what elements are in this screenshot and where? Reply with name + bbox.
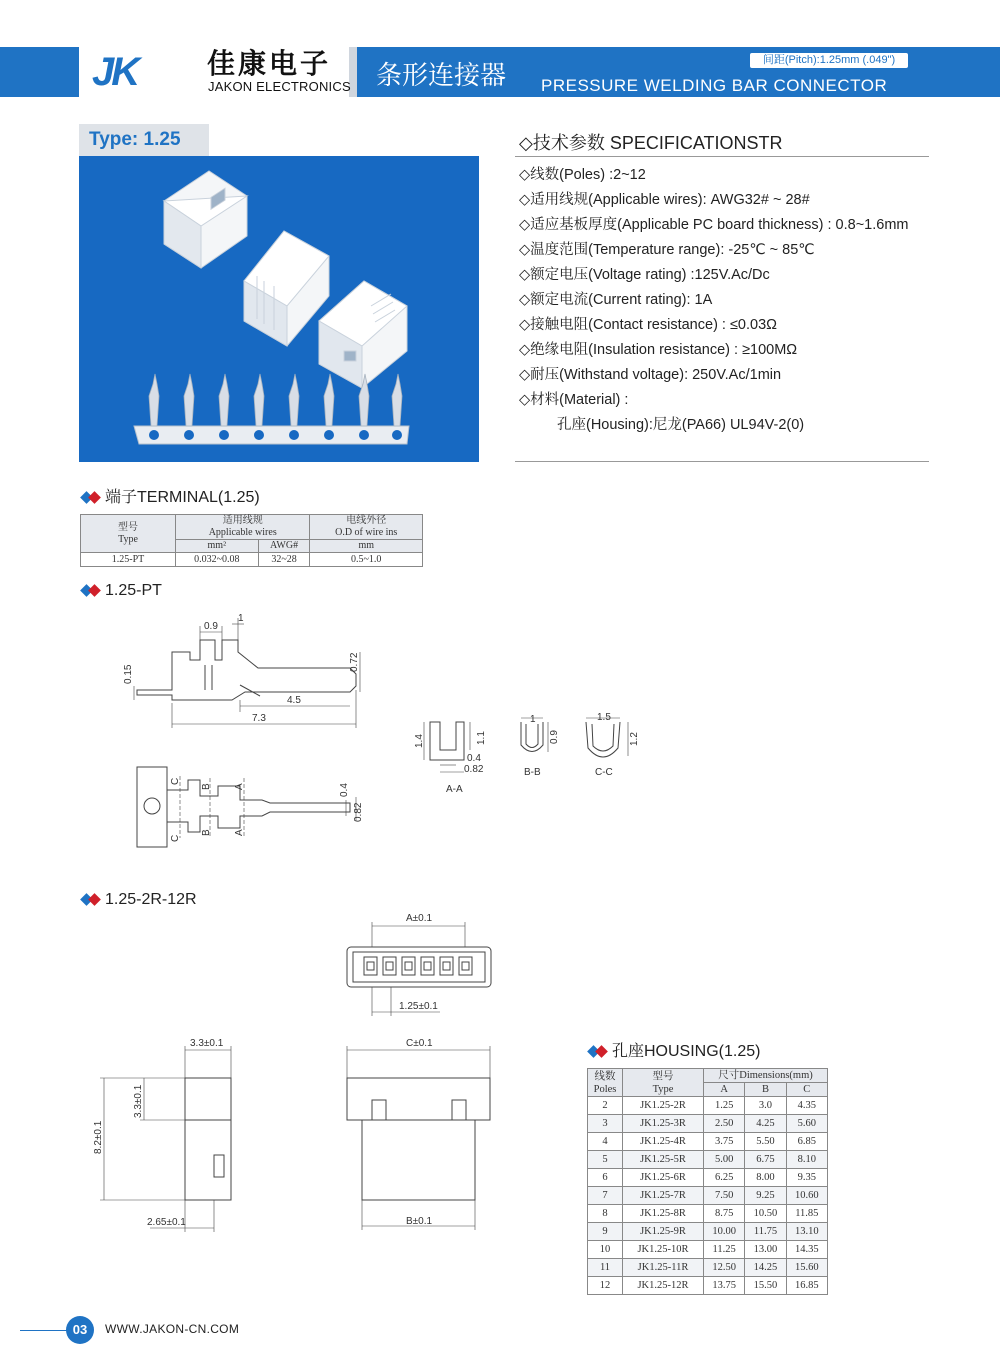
cell-type: JK1.25-6R xyxy=(623,1169,704,1187)
th-type-en: Type xyxy=(118,533,138,545)
cell-type: JK1.25-3R xyxy=(623,1115,704,1133)
product-photo-illustration xyxy=(79,156,479,462)
pt-title-text: 1.25-PT xyxy=(105,582,162,599)
cell-c: 14.35 xyxy=(786,1241,827,1259)
th-awg: AWG# xyxy=(258,540,310,553)
th-type xyxy=(623,1069,704,1097)
dim-label: A xyxy=(234,783,245,790)
dim-label: 1.1 xyxy=(476,731,487,745)
dim-label: 4.5 xyxy=(287,695,301,706)
th-od-cn: 电线外径 xyxy=(346,515,387,526)
table-row xyxy=(588,1187,828,1205)
spec-item: ◇额定电压(Voltage rating) :125V.Ac/Dc xyxy=(519,267,770,283)
dim-label: B xyxy=(201,829,212,836)
cell-poles: 12 xyxy=(588,1277,623,1295)
housing-table-title-text: 孔座HOUSING(1.25) xyxy=(612,1043,761,1060)
th-wires-cn: 适用线规 xyxy=(222,515,263,526)
brand-name-en: JAKON ELECTRONICS xyxy=(208,79,351,94)
cell-a: 13.75 xyxy=(704,1277,745,1295)
table-row xyxy=(588,1277,828,1295)
dim-label: 1 xyxy=(238,613,244,624)
terminal-table xyxy=(80,514,423,567)
spec-housing-material: 孔座(Housing):尼龙(PA66) UL94V-2(0) xyxy=(557,417,805,433)
cell-c: 10.60 xyxy=(786,1187,827,1205)
spec-item: ◇耐压(Withstand voltage): 250V.Ac/1min xyxy=(519,367,782,383)
page-number: 03 xyxy=(66,1316,94,1344)
dim-label: 0.82 xyxy=(353,802,364,822)
dim-label: 0.9 xyxy=(204,621,218,632)
dim-label: B xyxy=(201,783,212,790)
pitch-badge: 间距(Pitch):1.25mm (.049") xyxy=(750,53,908,68)
cell-mm2: 0.032~0.08 xyxy=(176,553,259,567)
cell-b: 13.00 xyxy=(745,1241,786,1259)
cell-poles: 4 xyxy=(588,1133,623,1151)
cell-type: JK1.25-11R xyxy=(623,1259,704,1277)
pt-section-title xyxy=(80,581,162,601)
cell-awg: 32~28 xyxy=(258,553,310,567)
cell-b: 14.25 xyxy=(745,1259,786,1277)
table-row xyxy=(588,1241,828,1259)
table-row xyxy=(588,1205,828,1223)
cell-c: 6.85 xyxy=(786,1133,827,1151)
type-tab: Type: 1.25 xyxy=(79,124,209,156)
th-wires xyxy=(176,515,310,540)
cell-poles: 9 xyxy=(588,1223,623,1241)
cell-type: JK1.25-4R xyxy=(623,1133,704,1151)
section-diamond-icon xyxy=(80,492,102,504)
page-title-cn: 条形连接器 xyxy=(376,61,507,91)
cell-a: 2.50 xyxy=(704,1115,745,1133)
cell-b: 4.25 xyxy=(745,1115,786,1133)
cell-poles: 5 xyxy=(588,1151,623,1169)
dim-label: C±0.1 xyxy=(406,1038,433,1049)
cell-b: 3.0 xyxy=(745,1097,786,1115)
dim-label: 2.65±0.1 xyxy=(147,1217,186,1228)
dim-label: A-A xyxy=(446,784,463,795)
th-od-en: O.D of wire ins xyxy=(335,527,398,538)
cell-type: JK1.25-2R xyxy=(623,1097,704,1115)
cell-a: 3.75 xyxy=(704,1133,745,1151)
cell-poles: 11 xyxy=(588,1259,623,1277)
cell-b: 5.50 xyxy=(745,1133,786,1151)
dim-label: 8.2±0.1 xyxy=(93,1120,104,1154)
dim-label: B-B xyxy=(524,767,541,778)
cell-poles: 8 xyxy=(588,1205,623,1223)
section-diamond-icon xyxy=(80,894,102,906)
cell-poles: 10 xyxy=(588,1241,623,1259)
th-type-en: Type xyxy=(652,1083,674,1095)
cell-c: 16.85 xyxy=(786,1277,827,1295)
dim-label: 0.82 xyxy=(464,764,484,775)
dim-label: 3.3±0.1 xyxy=(190,1038,224,1049)
dim-label: C-C xyxy=(595,767,613,778)
th-poles-en: Poles xyxy=(593,1083,617,1095)
th-c: C xyxy=(786,1083,827,1097)
cell-a: 10.00 xyxy=(704,1223,745,1241)
spec-divider-top xyxy=(515,156,929,157)
th-type-cn: 型号 xyxy=(118,521,138,533)
table-row xyxy=(81,553,423,567)
cell-b: 8.00 xyxy=(745,1169,786,1187)
dim-label: C xyxy=(170,834,181,842)
spec-item: ◇适用线规(Applicable wires): AWG32# ~ 28# xyxy=(519,192,810,208)
dim-label: 1.25±0.1 xyxy=(399,1001,438,1012)
cell-b: 11.75 xyxy=(745,1223,786,1241)
spec-item: ◇温度范围(Temperature range): -25℃ ~ 85℃ xyxy=(519,242,815,258)
dim-label: C xyxy=(170,777,181,785)
section-diamond-icon xyxy=(80,585,102,597)
spec-item: ◇线数(Poles) :2~12 xyxy=(519,167,646,183)
website-link[interactable]: WWW.JAKON-CN.COM xyxy=(105,1322,240,1336)
cell-c: 5.60 xyxy=(786,1115,827,1133)
th-poles-cn: 线数 xyxy=(594,1070,616,1082)
cell-type: JK1.25-7R xyxy=(623,1187,704,1205)
footer-rule xyxy=(20,1330,68,1331)
th-a: A xyxy=(704,1083,745,1097)
section-diamond-icon xyxy=(587,1046,609,1058)
table-row xyxy=(588,1133,828,1151)
th-wires-en: Applicable wires xyxy=(208,527,277,538)
cell-poles: 6 xyxy=(588,1169,623,1187)
dim-label: 0.15 xyxy=(123,664,134,684)
cell-poles: 7 xyxy=(588,1187,623,1205)
dim-label: B±0.1 xyxy=(406,1216,433,1227)
dim-label: A±0.1 xyxy=(406,913,433,924)
cell-type: JK1.25-10R xyxy=(623,1241,704,1259)
terminal-title-text: 端子TERMINAL(1.25) xyxy=(105,489,260,506)
dim-label: 1 xyxy=(530,714,536,725)
terminal-section-title xyxy=(80,488,260,508)
cell-b: 6.75 xyxy=(745,1151,786,1169)
table-row xyxy=(588,1115,828,1133)
brand-name-cn: 佳康电子 xyxy=(207,47,332,80)
th-mm: mm xyxy=(310,540,423,553)
cell-a: 8.75 xyxy=(704,1205,745,1223)
th-type xyxy=(81,515,176,553)
cell-type: JK1.25-12R xyxy=(623,1277,704,1295)
dim-label: 1.5 xyxy=(597,712,611,723)
table-row xyxy=(588,1223,828,1241)
page-title-en: PRESSURE WELDING BAR CONNECTOR xyxy=(541,76,888,95)
spec-divider-bottom xyxy=(515,461,929,462)
cell-b: 10.50 xyxy=(745,1205,786,1223)
cell-c: 13.10 xyxy=(786,1223,827,1241)
cell-poles: 3 xyxy=(588,1115,623,1133)
dim-label: 3.3±0.1 xyxy=(133,1084,144,1118)
cell-poles: 2 xyxy=(588,1097,623,1115)
spec-item: ◇材料(Material) : xyxy=(519,392,629,408)
th-od xyxy=(310,515,423,540)
cell-c: 15.60 xyxy=(786,1259,827,1277)
product-photo xyxy=(79,156,479,462)
cell-a: 5.00 xyxy=(704,1151,745,1169)
brand-logo-mark: JK xyxy=(92,50,138,94)
table-row xyxy=(588,1097,828,1115)
cell-type: JK1.25-5R xyxy=(623,1151,704,1169)
cell-c: 8.10 xyxy=(786,1151,827,1169)
dim-label: 0.4 xyxy=(467,753,481,764)
dim-label: A xyxy=(234,829,245,836)
cell-type: JK1.25-9R xyxy=(623,1223,704,1241)
cell-a: 7.50 xyxy=(704,1187,745,1205)
dim-label: 0.9 xyxy=(549,730,560,744)
dim-label: 7.3 xyxy=(252,713,266,724)
cell-a: 11.25 xyxy=(704,1241,745,1259)
cell-a: 1.25 xyxy=(704,1097,745,1115)
housing-drawing-title-text: 1.25-2R-12R xyxy=(105,891,197,908)
table-row xyxy=(588,1169,828,1187)
spec-item: ◇绝缘电阻(Insulation resistance) : ≥100MΩ xyxy=(519,342,798,358)
spec-item: ◇适应基板厚度(Applicable PC board thickness) : 0.8~1.6mm xyxy=(519,217,909,233)
th-b: B xyxy=(745,1083,786,1097)
cell-od: 0.5~1.0 xyxy=(310,553,423,567)
cell-type: JK1.25-8R xyxy=(623,1205,704,1223)
dim-label: 1.4 xyxy=(414,734,425,748)
spec-item: ◇额定电流(Current rating): 1A xyxy=(519,292,713,308)
spec-item: ◇接触电阻(Contact resistance) : ≤0.03Ω xyxy=(519,317,777,333)
th-poles xyxy=(588,1069,623,1097)
cell-a: 12.50 xyxy=(704,1259,745,1277)
dim-label: 1.2 xyxy=(629,732,640,746)
dim-label: 0.4 xyxy=(339,783,350,797)
cell-b: 15.50 xyxy=(745,1277,786,1295)
housing-table xyxy=(587,1068,828,1295)
cell-type: 1.25-PT xyxy=(81,553,176,567)
table-row xyxy=(588,1151,828,1169)
dim-label: 0.72 xyxy=(349,652,360,672)
table-row xyxy=(588,1259,828,1277)
th-type-cn: 型号 xyxy=(652,1070,674,1082)
cell-a: 6.25 xyxy=(704,1169,745,1187)
housing-table-section-title xyxy=(587,1042,760,1062)
cell-b: 9.25 xyxy=(745,1187,786,1205)
housing-drawing-section-title xyxy=(80,890,197,910)
cell-c: 11.85 xyxy=(786,1205,827,1223)
spec-title: ◇技术参数 SPECIFICATIONSTR xyxy=(519,133,783,153)
cell-c: 9.35 xyxy=(786,1169,827,1187)
th-mm2: mm² xyxy=(176,540,259,553)
th-dimensions: 尺寸Dimensions(mm) xyxy=(704,1069,828,1083)
cell-c: 4.35 xyxy=(786,1097,827,1115)
